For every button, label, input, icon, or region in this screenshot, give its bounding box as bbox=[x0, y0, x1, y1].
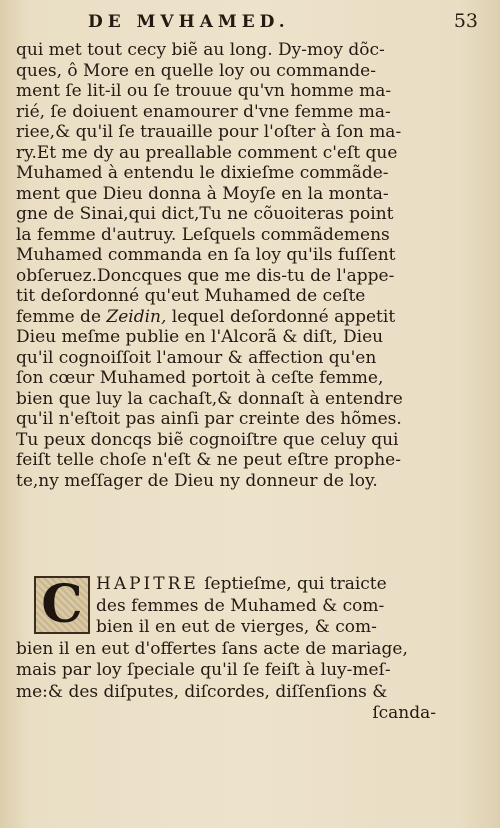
chapter-line: des femmes de Muhamed & com- bbox=[96, 595, 385, 616]
chapter-line: bien il en eut de vierges, & com- bbox=[96, 617, 377, 637]
text-line: Tu peux doncqs biẽ cognoiſtre que celuy qui bbox=[16, 429, 399, 450]
body-text bbox=[16, 40, 486, 491]
text-line-zeidin bbox=[16, 307, 486, 328]
text-line: qu'il cognoiſſoit l'amour & affection qu'en bbox=[16, 347, 377, 368]
text-line: te,ny meſſager de Dieu ny donneur de loy. bbox=[16, 470, 378, 491]
text-fragment: ſeptieſme, qui traicte bbox=[198, 574, 387, 594]
text-line: ſon cœur Muhamed portoit à ceſte femme, bbox=[16, 368, 384, 388]
name-zeidin: Zeidin, bbox=[106, 306, 167, 327]
text-line: ment ſe lit-il ou ſe trouue qu'vn homme ma- bbox=[16, 81, 392, 101]
text-line: ques, ô More en quelle loy ou commande- bbox=[16, 60, 376, 81]
text-line: ry.Et me dy au preallable comment c'eſt que bbox=[16, 142, 398, 163]
text-line: obſeruez.Doncques que me dis-tu de l'appe- bbox=[16, 265, 395, 286]
text-line: qu'il n'eſtoit pas ainſi par creinte des hõmes. bbox=[16, 409, 402, 429]
text-line: Muhamed commanda en ſa loy qu'ils fuſſent bbox=[16, 245, 396, 265]
running-head bbox=[0, 10, 500, 34]
text-line: riee,& qu'il ſe trauaille pour l'oſter à ſon ma- bbox=[16, 122, 402, 142]
text-line: ment que Dieu donna à Moyſe en la monta- bbox=[16, 183, 389, 204]
text-line: gne de Sinai,qui dict,Tu ne cõuoiteras point bbox=[16, 204, 394, 224]
running-title: DE MVHAMED. bbox=[88, 12, 290, 32]
text-line: qui met tout cecy biẽ au long. Dy-moy dõc- bbox=[16, 40, 385, 60]
text-fragment: femme de bbox=[16, 306, 107, 327]
chapter-line: mais par loy ſpeciale qu'il ſe feiſt à luy-meſ- bbox=[16, 660, 391, 680]
chapter-heading bbox=[16, 574, 486, 725]
text-line: tit deſordonné qu'eut Muhamed de ceſte bbox=[16, 286, 366, 306]
chapter-line: me:& des diſputes, diſcordes, diſſenſions & bbox=[16, 681, 388, 702]
page-number: 53 bbox=[453, 10, 478, 32]
catchword: ſcanda- bbox=[372, 703, 436, 723]
text-line: la femme d'autruy. Leſquels commãdemens bbox=[16, 224, 390, 245]
decorated-initial bbox=[34, 576, 90, 634]
initial-letter: C bbox=[41, 574, 83, 635]
chapter-line: bien il en eut d'offertes ſans acte de mariage, bbox=[16, 638, 408, 659]
text-line: rié, ſe doiuent enamourer d'vne femme ma- bbox=[16, 101, 391, 122]
text-line: feiſt telle choſe n'eſt & ne peut eſtre prophe- bbox=[16, 450, 401, 470]
text-line: bien que luy la cachaſt,& donnaſt à entendre bbox=[16, 388, 403, 409]
text-line: Muhamed à entendu le dixieſme commãde- bbox=[16, 163, 389, 183]
text-fragment: lequel deſordonné appetit bbox=[166, 306, 396, 327]
text-line: Dieu meſme publie en l'Alcorã & diſt, Dieu bbox=[16, 327, 384, 347]
chapter-word: HAPITRE bbox=[96, 574, 199, 594]
